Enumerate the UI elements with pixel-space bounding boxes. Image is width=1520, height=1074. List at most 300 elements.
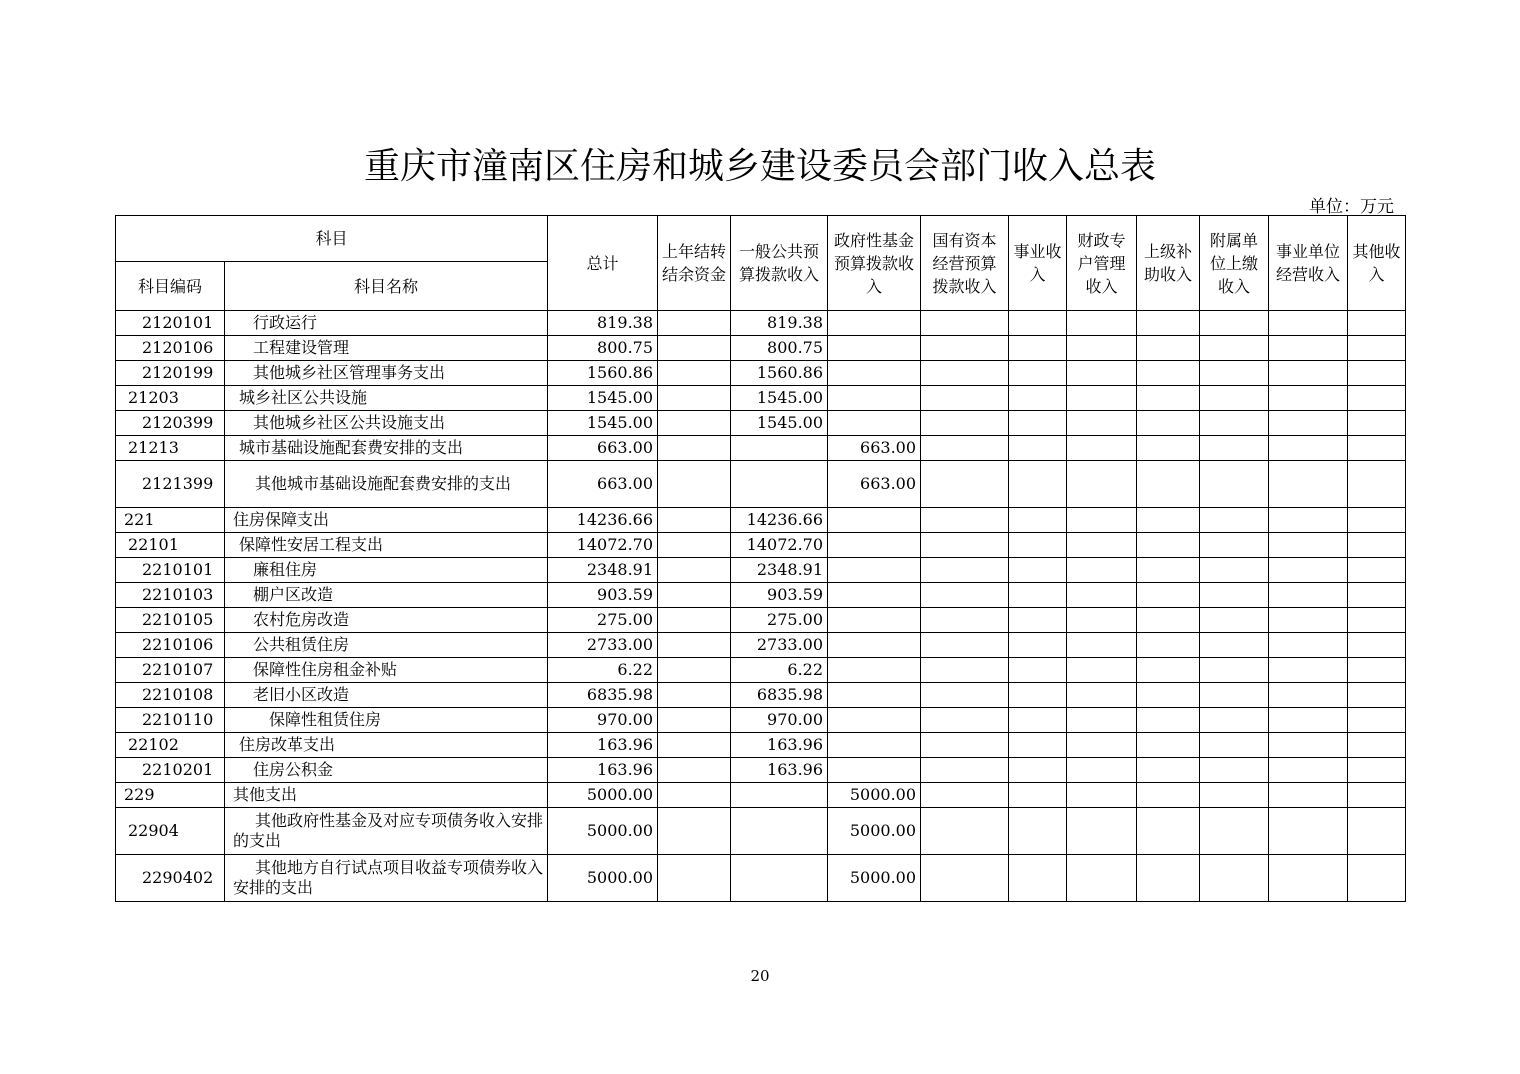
- cell-carryover: [658, 633, 731, 658]
- cell-name: 其他城乡社区公共设施支出: [225, 411, 548, 436]
- cell-general-budget: 1545.00: [731, 411, 828, 436]
- cell-code: 2210101: [116, 558, 225, 583]
- table-row: [116, 683, 1406, 708]
- cell-empty: [1009, 361, 1067, 386]
- cell-empty: [921, 311, 1009, 336]
- cell-empty: [1200, 633, 1269, 658]
- cell-empty: [1269, 436, 1348, 461]
- cell-empty: [1137, 758, 1200, 783]
- cell-empty: [1137, 558, 1200, 583]
- cell-gov-fund: [828, 708, 921, 733]
- cell-empty: [1269, 855, 1348, 902]
- cell-empty: [1269, 411, 1348, 436]
- page-number: 20: [750, 967, 770, 985]
- cell-empty: [1269, 558, 1348, 583]
- cell-name: 老旧小区改造: [225, 683, 548, 708]
- cell-empty: [1348, 808, 1406, 855]
- table-row: [116, 658, 1406, 683]
- table-row: [116, 533, 1406, 558]
- cell-carryover: [658, 733, 731, 758]
- cell-empty: [921, 558, 1009, 583]
- cell-empty: [1067, 658, 1137, 683]
- table-row: [116, 855, 1406, 902]
- cell-empty: [1200, 436, 1269, 461]
- cell-empty: [921, 855, 1009, 902]
- cell-empty: [921, 658, 1009, 683]
- cell-empty: [1200, 461, 1269, 508]
- table-row: [116, 361, 1406, 386]
- cell-empty: [1067, 411, 1137, 436]
- cell-empty: [921, 336, 1009, 361]
- cell-empty: [1200, 658, 1269, 683]
- cell-empty: [1009, 658, 1067, 683]
- cell-total: 1545.00: [548, 411, 658, 436]
- cell-total: 663.00: [548, 461, 658, 508]
- cell-carryover: [658, 708, 731, 733]
- cell-empty: [1067, 855, 1137, 902]
- cell-carryover: [658, 461, 731, 508]
- cell-empty: [1348, 461, 1406, 508]
- cell-empty: [921, 633, 1009, 658]
- cell-carryover: [658, 758, 731, 783]
- cell-general-budget: 6835.98: [731, 683, 828, 708]
- cell-empty: [1067, 508, 1137, 533]
- cell-empty: [921, 461, 1009, 508]
- cell-code: 22904: [116, 808, 225, 855]
- cell-empty: [921, 361, 1009, 386]
- cell-total: 14072.70: [548, 533, 658, 558]
- cell-empty: [1137, 855, 1200, 902]
- header-other-income: 其他收入: [1348, 216, 1406, 311]
- cell-name: 保障性安居工程支出: [225, 533, 548, 558]
- cell-empty: [1137, 461, 1200, 508]
- cell-code: 2210107: [116, 658, 225, 683]
- cell-code: 229: [116, 783, 225, 808]
- cell-name: 公共租赁住房: [225, 633, 548, 658]
- cell-empty: [1348, 658, 1406, 683]
- cell-empty: [921, 808, 1009, 855]
- cell-gov-fund: [828, 558, 921, 583]
- cell-name: 农村危房改造: [225, 608, 548, 633]
- cell-empty: [1067, 608, 1137, 633]
- cell-name: 保障性住房租金补贴: [225, 658, 548, 683]
- table-row: [116, 633, 1406, 658]
- cell-general-budget: 163.96: [731, 758, 828, 783]
- cell-code: 22101: [116, 533, 225, 558]
- table-row: [116, 508, 1406, 533]
- cell-empty: [1067, 558, 1137, 583]
- cell-empty: [1137, 733, 1200, 758]
- cell-empty: [1200, 386, 1269, 411]
- cell-empty: [1269, 461, 1348, 508]
- cell-empty: [1269, 311, 1348, 336]
- cell-gov-fund: [828, 583, 921, 608]
- cell-general-budget: 800.75: [731, 336, 828, 361]
- header-total: 总计: [548, 216, 658, 311]
- cell-code: 2210105: [116, 608, 225, 633]
- cell-gov-fund: [828, 733, 921, 758]
- cell-empty: [1269, 361, 1348, 386]
- cell-empty: [1200, 783, 1269, 808]
- cell-empty: [1200, 558, 1269, 583]
- unit-label: 单位：万元: [1309, 197, 1394, 217]
- cell-total: 970.00: [548, 708, 658, 733]
- cell-empty: [921, 508, 1009, 533]
- cell-code: 21213: [116, 436, 225, 461]
- cell-general-budget: 970.00: [731, 708, 828, 733]
- cell-empty: [921, 583, 1009, 608]
- cell-code: 21203: [116, 386, 225, 411]
- cell-empty: [1269, 608, 1348, 633]
- cell-empty: [1269, 708, 1348, 733]
- cell-empty: [1269, 683, 1348, 708]
- cell-empty: [1067, 758, 1137, 783]
- header-state-capital: 国有资本经营预算拨款收入: [921, 216, 1009, 311]
- cell-empty: [1269, 658, 1348, 683]
- cell-general-budget: 163.96: [731, 733, 828, 758]
- cell-name: 行政运行: [225, 311, 548, 336]
- cell-empty: [1200, 508, 1269, 533]
- cell-empty: [1200, 855, 1269, 902]
- header-code: 科目编码: [116, 262, 225, 311]
- cell-empty: [1269, 808, 1348, 855]
- cell-empty: [1348, 683, 1406, 708]
- cell-empty: [921, 783, 1009, 808]
- cell-empty: [1137, 683, 1200, 708]
- cell-empty: [1009, 783, 1067, 808]
- cell-gov-fund: [828, 683, 921, 708]
- cell-carryover: [658, 508, 731, 533]
- cell-empty: [1348, 411, 1406, 436]
- cell-empty: [1348, 855, 1406, 902]
- cell-empty: [1009, 583, 1067, 608]
- cell-empty: [1067, 633, 1137, 658]
- cell-general-budget: 2348.91: [731, 558, 828, 583]
- cell-gov-fund: 5000.00: [828, 808, 921, 855]
- cell-empty: [1348, 436, 1406, 461]
- cell-name: 其他政府性基金及对应专项债务收入安排的支出: [225, 808, 548, 855]
- cell-carryover: [658, 411, 731, 436]
- cell-empty: [1009, 633, 1067, 658]
- cell-empty: [1067, 386, 1137, 411]
- cell-empty: [1067, 461, 1137, 508]
- cell-carryover: [658, 608, 731, 633]
- cell-name: 工程建设管理: [225, 336, 548, 361]
- cell-empty: [1067, 683, 1137, 708]
- cell-empty: [921, 533, 1009, 558]
- cell-empty: [1348, 583, 1406, 608]
- cell-empty: [1009, 708, 1067, 733]
- table-row: [116, 386, 1406, 411]
- cell-carryover: [658, 533, 731, 558]
- cell-empty: [1067, 783, 1137, 808]
- cell-gov-fund: 5000.00: [828, 855, 921, 902]
- cell-carryover: [658, 583, 731, 608]
- header-fiscal-account: 财政专户管理收入: [1067, 216, 1137, 311]
- cell-carryover: [658, 311, 731, 336]
- cell-empty: [1200, 411, 1269, 436]
- cell-empty: [921, 683, 1009, 708]
- cell-general-budget: 819.38: [731, 311, 828, 336]
- cell-empty: [921, 411, 1009, 436]
- cell-empty: [921, 386, 1009, 411]
- cell-empty: [1348, 758, 1406, 783]
- cell-name: 保障性租赁住房: [225, 708, 548, 733]
- cell-carryover: [658, 658, 731, 683]
- cell-total: 5000.00: [548, 808, 658, 855]
- cell-empty: [1067, 361, 1137, 386]
- cell-name: 其他地方自行试点项目收益专项债券收入安排的支出: [225, 855, 548, 902]
- cell-general-budget: 14072.70: [731, 533, 828, 558]
- cell-carryover: [658, 808, 731, 855]
- cell-empty: [1269, 758, 1348, 783]
- cell-carryover: [658, 855, 731, 902]
- cell-gov-fund: [828, 533, 921, 558]
- cell-empty: [1137, 311, 1200, 336]
- cell-empty: [1009, 733, 1067, 758]
- cell-empty: [1348, 336, 1406, 361]
- cell-empty: [1269, 508, 1348, 533]
- cell-empty: [1009, 608, 1067, 633]
- cell-general-budget: [731, 783, 828, 808]
- cell-empty: [921, 758, 1009, 783]
- cell-general-budget: [731, 808, 828, 855]
- cell-empty: [1348, 386, 1406, 411]
- table-row: [116, 411, 1406, 436]
- cell-empty: [1269, 633, 1348, 658]
- cell-empty: [1067, 436, 1137, 461]
- cell-empty: [1200, 361, 1269, 386]
- cell-empty: [1200, 683, 1269, 708]
- cell-total: 2348.91: [548, 558, 658, 583]
- cell-carryover: [658, 361, 731, 386]
- cell-empty: [1067, 733, 1137, 758]
- cell-total: 5000.00: [548, 855, 658, 902]
- cell-name: 其他支出: [225, 783, 548, 808]
- cell-name: 城市基础设施配套费安排的支出: [225, 436, 548, 461]
- cell-empty: [1009, 558, 1067, 583]
- cell-total: 903.59: [548, 583, 658, 608]
- cell-code: 2210103: [116, 583, 225, 608]
- cell-empty: [1067, 533, 1137, 558]
- cell-empty: [1009, 855, 1067, 902]
- cell-gov-fund: [828, 361, 921, 386]
- cell-empty: [1067, 311, 1137, 336]
- table-row: [116, 608, 1406, 633]
- cell-empty: [1009, 508, 1067, 533]
- cell-total: 663.00: [548, 436, 658, 461]
- cell-total: 163.96: [548, 733, 658, 758]
- table-row: [116, 733, 1406, 758]
- table-row: [116, 783, 1406, 808]
- cell-name: 住房公积金: [225, 758, 548, 783]
- cell-empty: [1348, 508, 1406, 533]
- cell-gov-fund: 663.00: [828, 461, 921, 508]
- table-row: [116, 758, 1406, 783]
- cell-code: 2210201: [116, 758, 225, 783]
- cell-code: 2120101: [116, 311, 225, 336]
- cell-code: 2210110: [116, 708, 225, 733]
- cell-empty: [1137, 386, 1200, 411]
- cell-empty: [1009, 533, 1067, 558]
- cell-total: 5000.00: [548, 783, 658, 808]
- cell-empty: [1137, 708, 1200, 733]
- cell-general-budget: 275.00: [731, 608, 828, 633]
- cell-empty: [921, 733, 1009, 758]
- cell-empty: [1137, 411, 1200, 436]
- cell-empty: [1348, 361, 1406, 386]
- table-row: [116, 558, 1406, 583]
- cell-empty: [1137, 808, 1200, 855]
- cell-code: 2120399: [116, 411, 225, 436]
- cell-empty: [1067, 583, 1137, 608]
- cell-empty: [1200, 708, 1269, 733]
- cell-carryover: [658, 436, 731, 461]
- cell-empty: [1200, 336, 1269, 361]
- cell-carryover: [658, 683, 731, 708]
- cell-name: 住房保障支出: [225, 508, 548, 533]
- table-row: [116, 583, 1406, 608]
- cell-gov-fund: [828, 311, 921, 336]
- header-gov-fund: 政府性基金预算拨款收入: [828, 216, 921, 311]
- cell-empty: [1067, 708, 1137, 733]
- header-name: 科目名称: [225, 262, 548, 311]
- cell-empty: [1348, 708, 1406, 733]
- cell-carryover: [658, 386, 731, 411]
- page-title: 重庆市潼南区住房和城乡建设委员会部门收入总表: [363, 146, 1156, 187]
- cell-name: 廉租住房: [225, 558, 548, 583]
- cell-total: 163.96: [548, 758, 658, 783]
- cell-code: 2210108: [116, 683, 225, 708]
- cell-gov-fund: [828, 608, 921, 633]
- cell-empty: [1009, 808, 1067, 855]
- table-row: [116, 708, 1406, 733]
- cell-empty: [1009, 311, 1067, 336]
- cell-empty: [1269, 533, 1348, 558]
- header-affiliate-income: 附属单位上缴收入: [1200, 216, 1269, 311]
- table-row: [116, 311, 1406, 336]
- cell-carryover: [658, 783, 731, 808]
- header-business-income: 事业收入: [1009, 216, 1067, 311]
- cell-total: 819.38: [548, 311, 658, 336]
- cell-empty: [1348, 533, 1406, 558]
- cell-general-budget: [731, 461, 828, 508]
- cell-empty: [1009, 436, 1067, 461]
- cell-empty: [1137, 436, 1200, 461]
- cell-empty: [1137, 508, 1200, 533]
- cell-empty: [1200, 311, 1269, 336]
- cell-empty: [1269, 733, 1348, 758]
- cell-name: 住房改革支出: [225, 733, 548, 758]
- cell-name: 棚户区改造: [225, 583, 548, 608]
- cell-carryover: [658, 558, 731, 583]
- cell-empty: [921, 436, 1009, 461]
- cell-name: 城乡社区公共设施: [225, 386, 548, 411]
- cell-general-budget: 6.22: [731, 658, 828, 683]
- table-row: [116, 336, 1406, 361]
- table-row: [116, 808, 1406, 855]
- cell-empty: [1269, 783, 1348, 808]
- cell-empty: [1009, 336, 1067, 361]
- header-carryover: 上年结转结余资金: [658, 216, 731, 311]
- header-subject: 科目: [116, 216, 548, 262]
- cell-empty: [1200, 808, 1269, 855]
- cell-gov-fund: [828, 758, 921, 783]
- cell-empty: [1269, 386, 1348, 411]
- cell-total: 2733.00: [548, 633, 658, 658]
- cell-empty: [1348, 783, 1406, 808]
- table-row: [116, 436, 1406, 461]
- cell-empty: [1200, 583, 1269, 608]
- cell-general-budget: 903.59: [731, 583, 828, 608]
- cell-empty: [1200, 733, 1269, 758]
- header-general-budget: 一般公共预算拨款收入: [731, 216, 828, 311]
- cell-name: 其他城乡社区管理事务支出: [225, 361, 548, 386]
- cell-gov-fund: 663.00: [828, 436, 921, 461]
- cell-total: 800.75: [548, 336, 658, 361]
- cell-code: 2120106: [116, 336, 225, 361]
- cell-total: 6.22: [548, 658, 658, 683]
- cell-carryover: [658, 336, 731, 361]
- cell-gov-fund: 5000.00: [828, 783, 921, 808]
- cell-empty: [1200, 758, 1269, 783]
- cell-empty: [1009, 758, 1067, 783]
- cell-empty: [1348, 633, 1406, 658]
- cell-total: 14236.66: [548, 508, 658, 533]
- cell-empty: [1009, 461, 1067, 508]
- cell-code: 22102: [116, 733, 225, 758]
- cell-empty: [1067, 336, 1137, 361]
- cell-gov-fund: [828, 336, 921, 361]
- header-superior-subsidy: 上级补助收入: [1137, 216, 1200, 311]
- cell-gov-fund: [828, 508, 921, 533]
- cell-empty: [1348, 608, 1406, 633]
- cell-empty: [1009, 411, 1067, 436]
- cell-empty: [1137, 336, 1200, 361]
- cell-name: 其他城市基础设施配套费安排的支出: [225, 461, 548, 508]
- cell-empty: [1137, 783, 1200, 808]
- cell-code: 2210106: [116, 633, 225, 658]
- cell-empty: [1348, 558, 1406, 583]
- cell-empty: [1269, 336, 1348, 361]
- cell-empty: [1009, 683, 1067, 708]
- cell-empty: [1348, 733, 1406, 758]
- cell-general-budget: 2733.00: [731, 633, 828, 658]
- cell-gov-fund: [828, 658, 921, 683]
- cell-general-budget: 1560.86: [731, 361, 828, 386]
- cell-empty: [1137, 658, 1200, 683]
- cell-general-budget: [731, 436, 828, 461]
- cell-gov-fund: [828, 386, 921, 411]
- cell-code: 2290402: [116, 855, 225, 902]
- income-table: [115, 215, 1406, 902]
- cell-code: 2120199: [116, 361, 225, 386]
- cell-general-budget: [731, 855, 828, 902]
- cell-empty: [1200, 533, 1269, 558]
- cell-empty: [921, 608, 1009, 633]
- header-operating-income: 事业单位经营收入: [1269, 216, 1348, 311]
- cell-empty: [1067, 808, 1137, 855]
- cell-code: 2121399: [116, 461, 225, 508]
- cell-total: 1560.86: [548, 361, 658, 386]
- cell-gov-fund: [828, 411, 921, 436]
- cell-total: 6835.98: [548, 683, 658, 708]
- cell-empty: [1269, 583, 1348, 608]
- table-row: [116, 461, 1406, 508]
- cell-total: 275.00: [548, 608, 658, 633]
- cell-empty: [1137, 533, 1200, 558]
- cell-general-budget: 1545.00: [731, 386, 828, 411]
